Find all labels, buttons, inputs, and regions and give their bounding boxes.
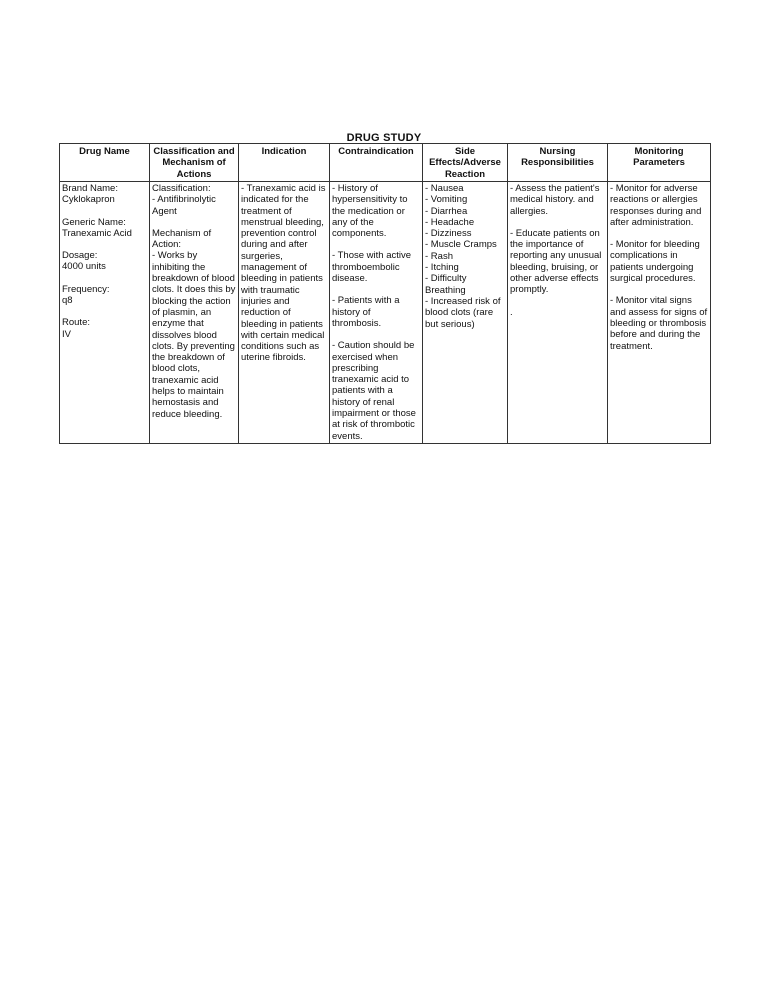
table-row [60, 182, 711, 444]
mechanism-label: Mechanism of Action: [152, 227, 212, 251]
side-effect-item: - Itching [425, 262, 459, 274]
header-nursing: Nursing Responsibilities [508, 144, 608, 182]
route-label: Route: [62, 317, 90, 329]
contraindication-item: - Caution should be exercised when prescribing tranexamic acid to patients with a history of renal impairment or those at risk of thrombotic events. [332, 340, 416, 442]
side-effect-item: - Rash [425, 250, 453, 262]
brand-value: Cyklokapron [62, 194, 115, 206]
drug-name-cell [60, 182, 150, 444]
header-contraindication: Contraindication [330, 144, 423, 182]
header-indication: Indication [239, 144, 330, 182]
side-effect-item: - Vomiting [425, 194, 468, 206]
side-effect-item: - Difficulty Breathing [425, 273, 467, 296]
monitoring-cell [608, 182, 711, 444]
indication-text: - Tranexamic acid is indicated for the treatment of menstrual bleeding, prevention control during and after surgeries, management of bleeding in patients with traumatic injuries and reduction of bleeding in patients with certain medical conditions such as uterine fibroids. [241, 183, 326, 364]
dosage-label: Dosage: [62, 250, 98, 262]
mechanism-value: - Works by inhibiting the breakdown of blood clots. It does this by blocking the action of plasmin, an enzyme that dissolves blood clots. By preventing the breakdown of blood clots, tranexamic acid helps to maintain hemostasis and reduce bleeding. [152, 250, 236, 420]
side-effect-item: - Dizziness [425, 228, 472, 240]
dosage-value: 4000 units [62, 261, 106, 273]
drug-study-table [59, 143, 711, 444]
contraindication-item: - Patients with a history of thrombosis. [332, 295, 400, 329]
header-row [60, 144, 711, 182]
side-effects-cell [423, 182, 508, 444]
nursing-item: . [510, 306, 513, 318]
route-value: IV [62, 328, 71, 340]
side-effect-item: - Muscle Cramps [425, 239, 497, 251]
classification-cell [150, 182, 239, 444]
nursing-cell [508, 182, 608, 444]
page-title: DRUG STUDY [346, 132, 422, 144]
classification-value: - Antifibrinolytic Agent [152, 194, 216, 217]
header-side-effects: Side Effects/Adverse Reaction [423, 144, 508, 182]
generic-value: Tranexamic Acid [62, 227, 132, 239]
frequency-value: q8 [62, 295, 73, 307]
side-effect-item: - Headache [425, 216, 475, 228]
monitoring-item: - Monitor vital signs and assess for signs of bleeding or thrombosis before and during the treatment. [610, 295, 708, 352]
monitoring-item: - Monitor for adverse reactions or allergies responses during and after administration. [610, 183, 702, 228]
contraindication-cell [330, 182, 423, 444]
side-effect-item: - Nausea [425, 183, 464, 194]
nursing-item: - Assess the patient's medical history. and allergies. [510, 183, 600, 217]
generic-label: Generic Name: [62, 216, 126, 228]
header-monitoring: Monitoring Parameters [608, 144, 711, 182]
contraindication-item: - Those with active thromboembolic disease. [332, 250, 412, 285]
side-effect-item: - Increased risk of blood clots (rare but serious) [425, 295, 501, 330]
brand-label: Brand Name: [62, 183, 118, 194]
classification-label: Classification: [152, 183, 211, 194]
header-drug-name: Drug Name [60, 144, 150, 182]
nursing-item: - Educate patients on the importance of reporting any unusual bleeding, bruising, or other adverse effects promptly. [510, 227, 602, 296]
contraindication-item: - History of hypersensitivity to the medication or any of the components. [332, 183, 408, 240]
header-classification: Classification and Mechanism of Actions [150, 144, 239, 182]
indication-cell [239, 182, 330, 444]
frequency-label: Frequency: [62, 283, 110, 295]
side-effect-item: - Diarrhea [425, 205, 468, 217]
monitoring-item: - Monitor for bleeding complications in patients undergoing surgical procedures. [610, 239, 700, 285]
